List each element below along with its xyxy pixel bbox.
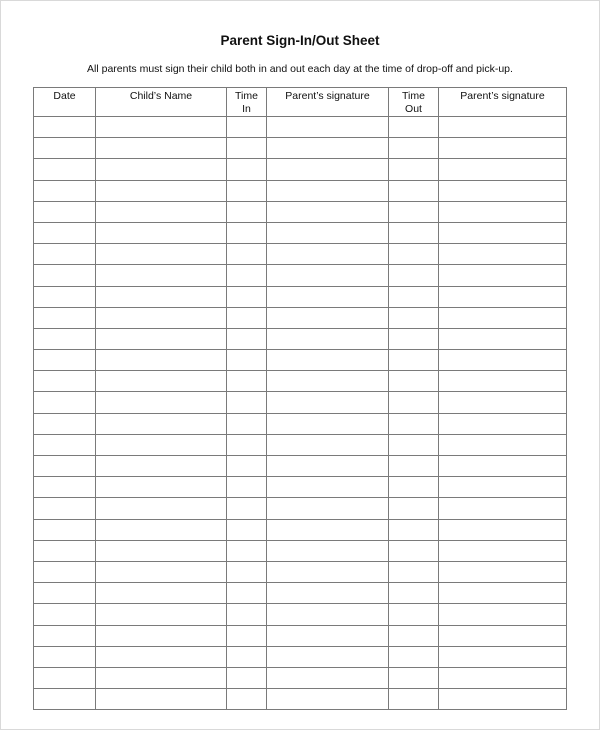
date-cell[interactable]	[34, 583, 96, 604]
signature-in-cell[interactable]	[267, 456, 389, 477]
time-out-cell[interactable]	[389, 456, 439, 477]
childs-name-cell[interactable]	[96, 689, 227, 710]
table-row	[34, 265, 567, 286]
table-row	[34, 159, 567, 180]
date-cell[interactable]	[34, 519, 96, 540]
date-cell[interactable]	[34, 244, 96, 265]
table-row	[34, 689, 567, 710]
childs-name-cell[interactable]	[96, 540, 227, 561]
signature-out-cell[interactable]	[439, 138, 567, 159]
childs-name-cell[interactable]	[96, 456, 227, 477]
time-out-cell[interactable]	[389, 583, 439, 604]
signature-out-cell[interactable]	[439, 456, 567, 477]
signature-in-cell[interactable]	[267, 646, 389, 667]
signature-in-cell[interactable]	[267, 138, 389, 159]
signature-in-cell[interactable]	[267, 413, 389, 434]
date-cell[interactable]	[34, 689, 96, 710]
signature-out-cell[interactable]	[439, 646, 567, 667]
table-row	[34, 413, 567, 434]
time-out-cell[interactable]	[389, 498, 439, 519]
signature-in-cell[interactable]	[267, 477, 389, 498]
childs-name-cell[interactable]	[96, 180, 227, 201]
signature-in-cell[interactable]	[267, 604, 389, 625]
signature-in-cell[interactable]	[267, 117, 389, 138]
date-cell[interactable]	[34, 201, 96, 222]
time-out-cell[interactable]	[389, 371, 439, 392]
childs-name-cell[interactable]	[96, 477, 227, 498]
time-in-cell[interactable]	[227, 286, 267, 307]
table-row	[34, 583, 567, 604]
table-row	[34, 222, 567, 243]
childs-name-cell[interactable]	[96, 307, 227, 328]
time-in-cell[interactable]	[227, 201, 267, 222]
time-in-cell[interactable]	[227, 244, 267, 265]
childs-name-cell[interactable]	[96, 519, 227, 540]
time-in-cell[interactable]	[227, 583, 267, 604]
time-out-cell[interactable]	[389, 434, 439, 455]
signature-in-cell[interactable]	[267, 180, 389, 201]
time-in-cell[interactable]	[227, 138, 267, 159]
childs-name-cell[interactable]	[96, 222, 227, 243]
table-row	[34, 540, 567, 561]
signature-in-cell[interactable]	[267, 540, 389, 561]
time-out-cell[interactable]	[389, 159, 439, 180]
signature-out-cell[interactable]	[439, 519, 567, 540]
header-date: Date	[34, 88, 96, 117]
time-out-cell[interactable]	[389, 350, 439, 371]
time-out-cell[interactable]	[389, 392, 439, 413]
table-row	[34, 350, 567, 371]
time-out-cell[interactable]	[389, 265, 439, 286]
time-out-cell[interactable]	[389, 307, 439, 328]
signature-in-cell[interactable]	[267, 519, 389, 540]
table-row	[34, 604, 567, 625]
childs-name-cell[interactable]	[96, 392, 227, 413]
signature-out-cell[interactable]	[439, 286, 567, 307]
signature-out-cell[interactable]	[439, 604, 567, 625]
table-row	[34, 328, 567, 349]
table-row	[34, 117, 567, 138]
time-in-cell[interactable]	[227, 434, 267, 455]
time-in-cell[interactable]	[227, 307, 267, 328]
time-in-cell[interactable]	[227, 689, 267, 710]
table-row	[34, 307, 567, 328]
signature-out-cell[interactable]	[439, 328, 567, 349]
time-out-cell[interactable]	[389, 540, 439, 561]
childs-name-cell[interactable]	[96, 434, 227, 455]
signature-out-cell[interactable]	[439, 434, 567, 455]
time-out-cell[interactable]	[389, 201, 439, 222]
instructions-text: All parents must sign their child both in and out each day at the time of drop-off and pick-up.	[87, 63, 513, 75]
date-cell[interactable]	[34, 477, 96, 498]
date-cell[interactable]	[34, 350, 96, 371]
time-out-cell[interactable]	[389, 222, 439, 243]
date-cell[interactable]	[34, 540, 96, 561]
date-cell[interactable]	[34, 392, 96, 413]
time-in-cell[interactable]	[227, 498, 267, 519]
date-cell[interactable]	[34, 561, 96, 582]
signature-out-cell[interactable]	[439, 371, 567, 392]
childs-name-cell[interactable]	[96, 604, 227, 625]
signature-out-cell[interactable]	[439, 667, 567, 688]
time-in-cell[interactable]	[227, 477, 267, 498]
date-cell[interactable]	[34, 180, 96, 201]
time-out-cell[interactable]	[389, 413, 439, 434]
date-cell[interactable]	[34, 625, 96, 646]
signature-out-cell[interactable]	[439, 392, 567, 413]
table-row	[34, 434, 567, 455]
table-row	[34, 456, 567, 477]
date-cell[interactable]	[34, 265, 96, 286]
time-out-cell[interactable]	[389, 328, 439, 349]
date-cell[interactable]	[34, 222, 96, 243]
time-in-cell[interactable]	[227, 625, 267, 646]
time-out-cell[interactable]	[389, 689, 439, 710]
header-time-out-line1: Time	[402, 90, 425, 102]
date-cell[interactable]	[34, 307, 96, 328]
date-cell[interactable]	[34, 667, 96, 688]
childs-name-cell[interactable]	[96, 498, 227, 519]
time-in-cell[interactable]	[227, 222, 267, 243]
date-cell[interactable]	[34, 138, 96, 159]
date-cell[interactable]	[34, 371, 96, 392]
childs-name-cell[interactable]	[96, 286, 227, 307]
time-in-cell[interactable]	[227, 540, 267, 561]
header-time-out	[389, 88, 439, 117]
signature-out-cell[interactable]	[439, 222, 567, 243]
table-row	[34, 244, 567, 265]
signature-out-cell[interactable]	[439, 307, 567, 328]
signature-in-cell[interactable]	[267, 583, 389, 604]
signature-out-cell[interactable]	[439, 583, 567, 604]
time-out-cell[interactable]	[389, 138, 439, 159]
date-cell[interactable]	[34, 286, 96, 307]
childs-name-cell[interactable]	[96, 667, 227, 688]
header-parent-signature-out: Parent’s signature	[439, 88, 567, 117]
time-out-cell[interactable]	[389, 180, 439, 201]
time-in-cell[interactable]	[227, 667, 267, 688]
time-in-cell[interactable]	[227, 413, 267, 434]
table-row	[34, 477, 567, 498]
childs-name-cell[interactable]	[96, 201, 227, 222]
time-in-cell[interactable]	[227, 561, 267, 582]
time-in-cell[interactable]	[227, 519, 267, 540]
time-out-cell[interactable]	[389, 286, 439, 307]
signature-out-cell[interactable]	[439, 477, 567, 498]
signature-in-cell[interactable]	[267, 689, 389, 710]
signature-out-cell[interactable]	[439, 180, 567, 201]
table-row	[34, 286, 567, 307]
time-in-cell[interactable]	[227, 265, 267, 286]
childs-name-cell[interactable]	[96, 625, 227, 646]
time-out-cell[interactable]	[389, 667, 439, 688]
date-cell[interactable]	[34, 159, 96, 180]
signature-in-cell[interactable]	[267, 561, 389, 582]
childs-name-cell[interactable]	[96, 159, 227, 180]
table-row	[34, 646, 567, 667]
date-cell[interactable]	[34, 646, 96, 667]
signature-in-cell[interactable]	[267, 392, 389, 413]
childs-name-cell[interactable]	[96, 413, 227, 434]
signature-in-cell[interactable]	[267, 328, 389, 349]
date-cell[interactable]	[34, 498, 96, 519]
childs-name-cell[interactable]	[96, 561, 227, 582]
childs-name-cell[interactable]	[96, 265, 227, 286]
signature-out-cell[interactable]	[439, 117, 567, 138]
signature-in-cell[interactable]	[267, 265, 389, 286]
childs-name-cell[interactable]	[96, 138, 227, 159]
signature-in-cell[interactable]	[267, 625, 389, 646]
date-cell[interactable]	[34, 328, 96, 349]
childs-name-cell[interactable]	[96, 371, 227, 392]
date-cell[interactable]	[34, 434, 96, 455]
signature-out-cell[interactable]	[439, 498, 567, 519]
childs-name-cell[interactable]	[96, 583, 227, 604]
date-cell[interactable]	[34, 604, 96, 625]
table-row	[34, 371, 567, 392]
time-out-cell[interactable]	[389, 625, 439, 646]
signature-in-cell[interactable]	[267, 434, 389, 455]
signature-out-cell[interactable]	[439, 413, 567, 434]
table-row	[34, 180, 567, 201]
time-in-cell[interactable]	[227, 371, 267, 392]
date-cell[interactable]	[34, 413, 96, 434]
time-out-cell[interactable]	[389, 561, 439, 582]
time-out-cell[interactable]	[389, 519, 439, 540]
signature-in-cell[interactable]	[267, 201, 389, 222]
table-row	[34, 667, 567, 688]
time-in-cell[interactable]	[227, 159, 267, 180]
header-childs-name: Child’s Name	[96, 88, 227, 117]
signature-out-cell[interactable]	[439, 561, 567, 582]
signature-out-cell[interactable]	[439, 625, 567, 646]
table-row	[34, 561, 567, 582]
signature-in-cell[interactable]	[267, 667, 389, 688]
header-time-in	[227, 88, 267, 117]
header-time-in-line1: Time	[235, 90, 258, 102]
table-row	[34, 498, 567, 519]
signature-in-cell[interactable]	[267, 286, 389, 307]
time-in-cell[interactable]	[227, 392, 267, 413]
time-in-cell[interactable]	[227, 646, 267, 667]
date-cell[interactable]	[34, 117, 96, 138]
childs-name-cell[interactable]	[96, 350, 227, 371]
signature-in-cell[interactable]	[267, 498, 389, 519]
time-in-cell[interactable]	[227, 456, 267, 477]
signature-in-cell[interactable]	[267, 244, 389, 265]
signature-out-cell[interactable]	[439, 244, 567, 265]
table-row	[34, 201, 567, 222]
table-row	[34, 138, 567, 159]
time-out-cell[interactable]	[389, 646, 439, 667]
date-cell[interactable]	[34, 456, 96, 477]
time-in-cell[interactable]	[227, 328, 267, 349]
time-in-cell[interactable]	[227, 350, 267, 371]
childs-name-cell[interactable]	[96, 328, 227, 349]
table-row	[34, 519, 567, 540]
signature-out-cell[interactable]	[439, 350, 567, 371]
time-out-cell[interactable]	[389, 604, 439, 625]
time-out-cell[interactable]	[389, 244, 439, 265]
childs-name-cell[interactable]	[96, 244, 227, 265]
time-out-cell[interactable]	[389, 117, 439, 138]
childs-name-cell[interactable]	[96, 646, 227, 667]
signature-out-cell[interactable]	[439, 201, 567, 222]
signature-in-cell[interactable]	[267, 222, 389, 243]
time-out-cell[interactable]	[389, 477, 439, 498]
signature-in-cell[interactable]	[267, 159, 389, 180]
signature-out-cell[interactable]	[439, 265, 567, 286]
sign-in-out-table	[33, 87, 567, 710]
header-parent-signature-in: Parent’s signature	[267, 88, 389, 117]
time-in-cell[interactable]	[227, 180, 267, 201]
table-row	[34, 625, 567, 646]
time-in-cell[interactable]	[227, 604, 267, 625]
time-in-cell[interactable]	[227, 117, 267, 138]
childs-name-cell[interactable]	[96, 117, 227, 138]
signature-in-cell[interactable]	[267, 307, 389, 328]
header-time-in-line2: In	[242, 103, 251, 115]
signature-out-cell[interactable]	[439, 689, 567, 710]
signature-in-cell[interactable]	[267, 350, 389, 371]
table-header-row	[34, 88, 567, 117]
signature-in-cell[interactable]	[267, 371, 389, 392]
signature-out-cell[interactable]	[439, 159, 567, 180]
page-title: Parent Sign-In/Out Sheet	[220, 33, 380, 48]
table-row	[34, 392, 567, 413]
signature-out-cell[interactable]	[439, 540, 567, 561]
header-time-out-line2: Out	[405, 103, 422, 115]
